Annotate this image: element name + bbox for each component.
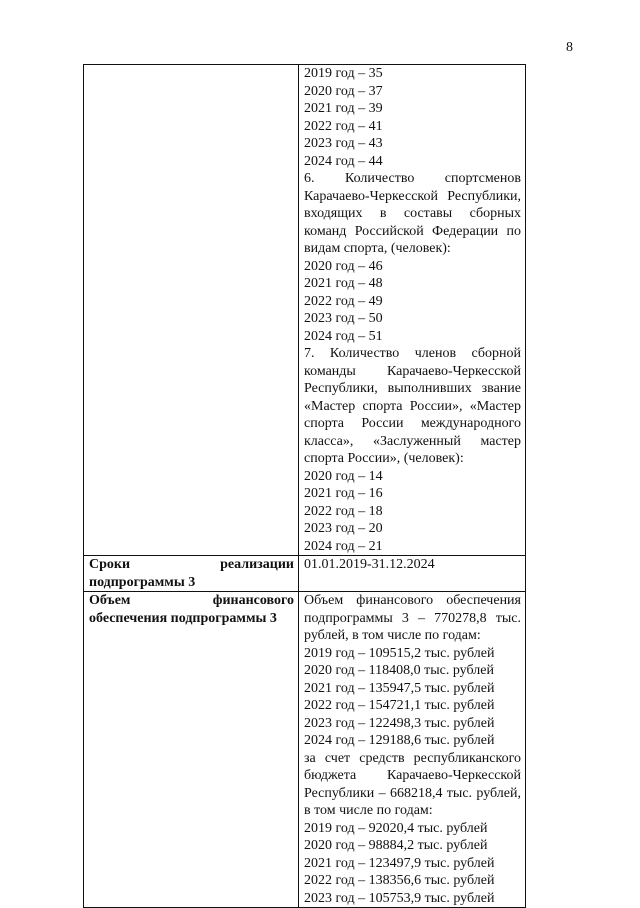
page-number: 8: [566, 40, 573, 55]
year-value-line: 2020 год – 46: [304, 258, 383, 274]
table-row-funding: [84, 592, 526, 908]
year-value-line: 2021 год – 39: [304, 101, 383, 116]
year-value-line: 2024 год – 51: [304, 328, 383, 344]
indicator-6-text: 6. Количество спортсменов Карачаево-Черкесской Республики, входящих в составы сборных команд Российской Федерации по видам спорта, (человек):: [304, 171, 521, 256]
funding-year-line: 2022 год – 154721,1 тыс. рублей: [304, 698, 495, 713]
funding-regional-year-line: 2020 год – 98884,2 тыс. рублей: [304, 838, 488, 853]
year-value-line: 2023 год – 50: [304, 311, 383, 326]
row-label-empty: [84, 65, 299, 556]
table-row-period: [84, 556, 526, 592]
indicators-cell: [299, 65, 526, 556]
indicator-7-text: 7. Количество членов сборной команды Карачаево-Черкесской Республики, выполнивших звание «Мастер спорта России», «Мастер спорта России международного класса», «Заслуженный мастер спорта России», (человек):: [304, 346, 521, 466]
funding-label: Объем финансового обеспечения подпрограммы 3: [89, 593, 294, 626]
year-value-line: 2021 год – 16: [304, 486, 383, 501]
funding-regional-year-line: 2021 год – 123497,9 тыс. рублей: [304, 855, 495, 871]
funding-total-text: Объем финансового обеспечения подпрограммы 3 – 770278,8 тыс. рублей, в том числе по годам:: [304, 593, 521, 643]
funding-regional-text: за счет средств республиканского бюджета Карачаево-Черкесской Республики – 668218,4 тыс. рублей, в том числе по годам:: [304, 750, 521, 818]
period-value: 01.01.2019-31.12.2024: [304, 557, 435, 572]
year-value-line: 2020 год – 37: [304, 83, 383, 99]
year-value-line: 2022 год – 41: [304, 118, 383, 134]
funding-year-line: 2020 год – 118408,0 тыс. рублей: [304, 663, 494, 678]
funding-cell: [299, 592, 526, 908]
funding-regional-year-line: 2019 год – 92020,4 тыс. рублей: [304, 820, 488, 836]
funding-year-line: 2021 год – 135947,5 тыс. рублей: [304, 680, 495, 696]
year-value-line: 2020 год – 14: [304, 468, 383, 484]
table-row-indicators: [84, 65, 526, 556]
year-value-line: 2023 год – 20: [304, 521, 383, 536]
year-value-line: 2024 год – 44: [304, 153, 383, 169]
program-passport-table: [83, 64, 526, 908]
funding-regional-year-line: 2023 год – 105753,9 тыс. рублей: [304, 890, 495, 906]
year-value-line: 2022 год – 18: [304, 503, 383, 519]
funding-year-line: 2019 год – 109515,2 тыс. рублей: [304, 645, 495, 661]
funding-year-line: 2023 год – 122498,3 тыс. рублей: [304, 715, 495, 731]
year-value-line: 2022 год – 49: [304, 293, 383, 309]
year-value-line: 2023 год – 43: [304, 136, 383, 151]
funding-regional-year-line: 2022 год – 138356,6 тыс. рублей: [304, 873, 495, 888]
year-value-line: 2019 год – 35: [304, 66, 383, 81]
year-value-line: 2024 год – 21: [304, 538, 383, 554]
year-value-line: 2021 год – 48: [304, 276, 383, 291]
funding-year-line: 2024 год – 129188,6 тыс. рублей: [304, 733, 495, 748]
period-label: Сроки реализации подпрограммы 3: [89, 557, 294, 590]
